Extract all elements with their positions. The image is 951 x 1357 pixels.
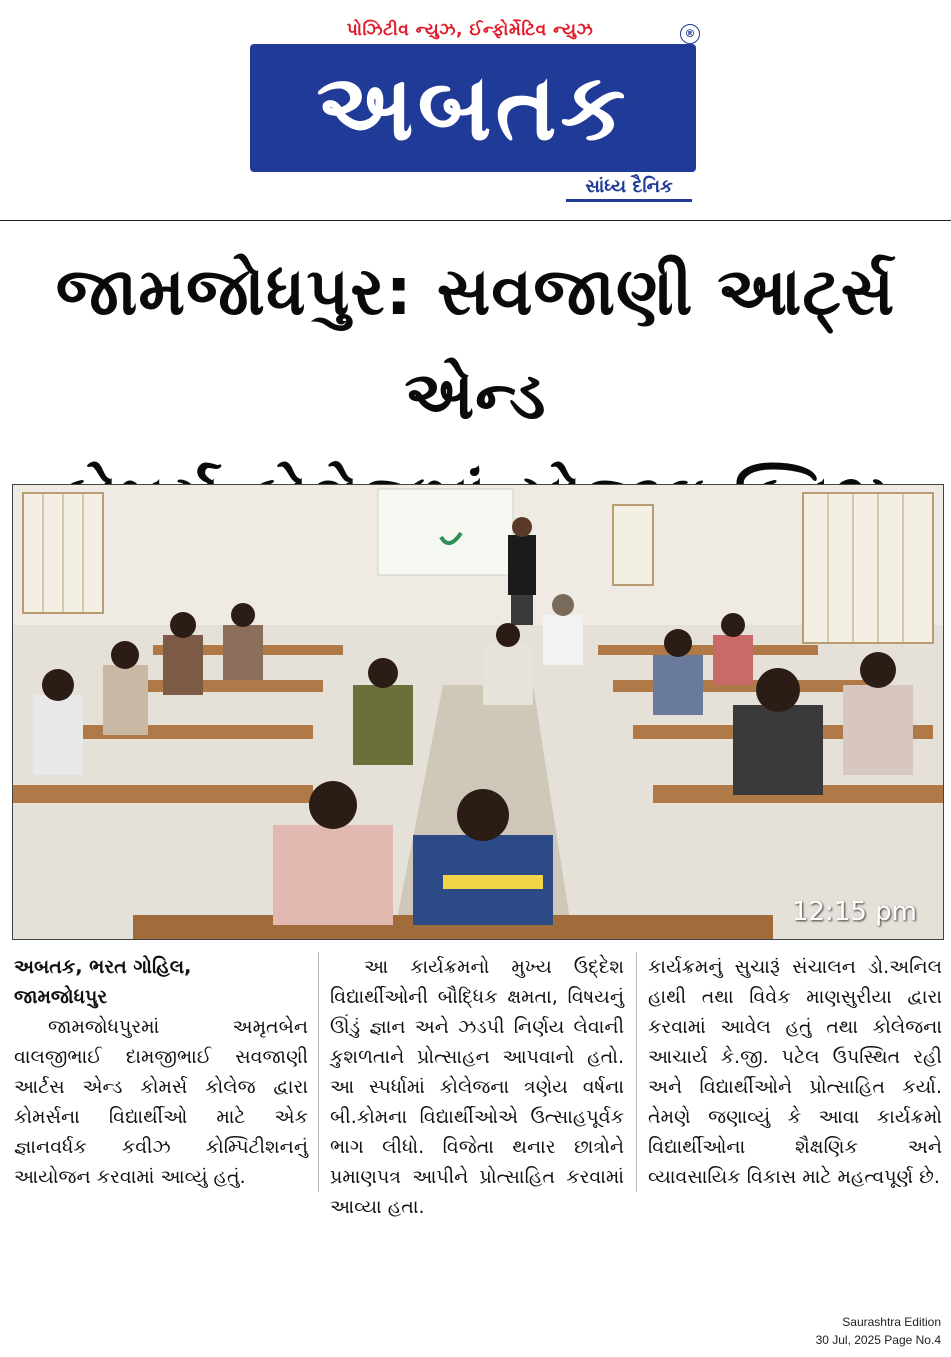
photo-timestamp: 12:15 pm xyxy=(791,897,917,927)
article-column-3 xyxy=(648,952,942,1192)
article-column-2 xyxy=(330,952,624,1222)
article-column-1 xyxy=(14,952,308,1192)
article-paragraph-3: કાર્યક્રમનું સુચારૂં સંચાલન ડો.અનિલ હાથી તથા વિવેક માણસુરીયા દ્વારા કરવામાં આવેલ હતું તથા કોલેજના આચાર્ય કે.જી. પટેલ ઉપસ્થિત રહી અને વિદ્યાર્થીઓને પ્રોત્સાહિત કર્યા. તેમણે જણાવ્યું કે આવા કાર્યક્રમો વિદ્યાર્થીઓના શૈક્ષણિક અને વ્યાવસાયિક વિકાસ માટે મહત્વપૂર્ણ છે. xyxy=(648,956,942,1188)
footer-date-page: 30 Jul, 2025 Page No.4 xyxy=(815,1333,941,1347)
edition-type-label: સાંધ્ય દૈનિક xyxy=(585,176,673,197)
page-footer xyxy=(701,1313,941,1349)
dateline-byline: અબતક, ભરત ગોહિલ, xyxy=(14,956,192,978)
registered-mark-icon: ® xyxy=(680,24,700,44)
column-divider xyxy=(636,952,637,1192)
dateline-place: જામજોધપુર xyxy=(14,986,108,1008)
edition-underline xyxy=(566,199,692,202)
article-photo xyxy=(12,484,944,940)
column-divider xyxy=(318,952,319,1192)
newspaper-logo: અબતક xyxy=(250,44,696,172)
masthead xyxy=(0,0,951,220)
headline-line-1: જામજોધપુર: સવજાણી આર્ટ્સ એન્ડ xyxy=(55,253,896,434)
masthead-tagline: પોઝિટીવ ન્યુઝ, ઈન્ફોર્મેટિવ ન્યુઝ xyxy=(346,20,594,40)
classroom-photo-illustration xyxy=(13,485,943,939)
article-headline xyxy=(10,240,941,470)
footer-edition: Saurashtra Edition xyxy=(842,1315,941,1329)
masthead-divider xyxy=(0,220,951,221)
article-paragraph-2: આ કાર્યક્રમનો મુખ્ય ઉદ્દેશ વિદ્યાર્થીઓની બૌદ્ધિક ક્ષમતા, વિષયનું ઊંડું જ્ઞાન અને ઝડપી નિર્ણય લેવાની કુશળતાને પ્રોત્સાહન આપવાનો હતો. આ સ્પર્ધામાં કોલેજના ત્રણેય વર્ષના બી.કોમના વિદ્યાર્થીઓએ ઉત્સાહપૂર્વક ભાગ લીધો. વિજેતા થનાર છાત્રોને પ્રમાણપત્ર આપીને પ્રોત્સાહિત કરવામાં આવ્યા હતા. xyxy=(330,956,624,1218)
article-paragraph-1: જામજોધપુરમાં અમૃતબેન વાલજીભાઈ દામજીભાઈ સવજાણી આર્ટસ એન્ડ કોમર્સ કોલેજ દ્વારા કોમર્સના વિદ્યાર્થીઓ માટે એક જ્ઞાનવર્ધક કવીઝ કોમ્પિટીશનનું આયોજન કરવામાં આવ્યું હતું. xyxy=(14,1016,308,1188)
article-dateline xyxy=(14,952,308,1012)
